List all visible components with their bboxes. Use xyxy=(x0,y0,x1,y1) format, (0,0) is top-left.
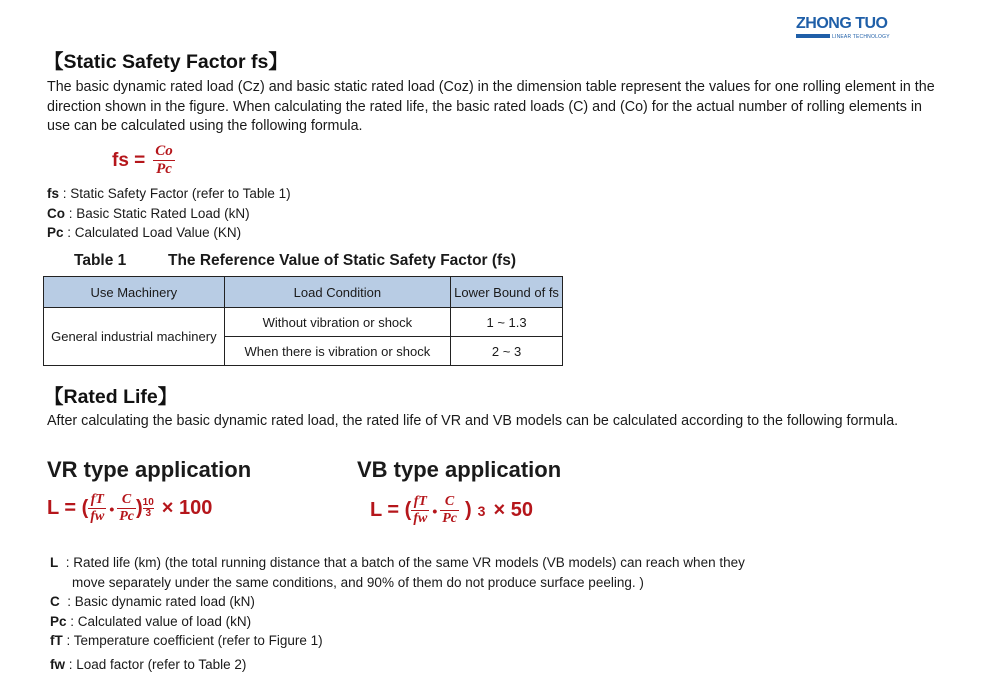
rated-life-heading: 【Rated Life】 xyxy=(44,386,178,408)
definition-c: C : Basic dynamic rated load (kN) xyxy=(50,594,255,609)
definition-fw: fw : Load factor (refer to Table 2) xyxy=(50,656,247,672)
fs-formula xyxy=(112,143,175,178)
definition-l-cont: move separately under the same conditions, and 90% of them do not produce surface peeling. ) xyxy=(72,574,644,590)
fs-fraction xyxy=(153,143,175,178)
definition-pc: Pc : Calculated Load Value (KN) xyxy=(47,225,242,240)
definition-fs: fs : Static Safety Factor (refer to Table 1) xyxy=(47,186,291,201)
header-use-machinery: Use Machinery xyxy=(44,277,225,308)
table-title: The Reference Value of Static Safety Factor (fs) xyxy=(168,252,516,269)
vr-ft-fw-fraction: $\frac{fT}{fw}$ xyxy=(90,492,105,524)
table-row xyxy=(44,308,563,337)
vb-type-title: VB type application xyxy=(357,457,562,482)
vb-lhs: L = ( xyxy=(370,499,412,521)
vr-type-title: VR type application xyxy=(47,457,252,482)
definition-l: L : Rated life (km) (the total running distance that a batch of the same VR models (VB models) can reach when they xyxy=(50,555,745,570)
cell-value: 1 ~ 1.3 xyxy=(451,308,563,337)
fs-numerator: Co xyxy=(155,143,173,159)
vr-c-pc-fraction: $\frac{C}{Pc}$ xyxy=(119,492,134,524)
static-definitions xyxy=(47,184,291,243)
definition-pc: Pc : Calculated value of load (kN) xyxy=(50,613,252,629)
logo-tagline: LINEAR TECHNOLOGY xyxy=(832,34,890,40)
vb-formula: L = ( $\frac{fT}{fw}$ • $\frac{C}{Pc}$ ) 3 × 50 xyxy=(370,494,533,526)
vb-tail: × 50 xyxy=(493,499,533,521)
header-lower-bound: Lower Bound of fs xyxy=(451,277,563,308)
table-header-row xyxy=(44,277,563,308)
safety-factor-table xyxy=(43,276,563,366)
static-safety-intro: The basic dynamic rated load (Cz) and basic static rated load (Coz) in the dimension table represent the values for one rolling element in the direction shown in the figure. When calculating the rated life, the basic rated loads (C) and (Co) for the actual number of rolling elements in use can be calculated using the following formula. xyxy=(47,79,935,134)
static-safety-heading: 【Static Safety Factor fs】 xyxy=(44,51,288,73)
rated-definitions xyxy=(50,553,745,674)
cell-condition: When there is vibration or shock xyxy=(224,337,450,366)
cell-value: 2 ~ 3 xyxy=(451,337,563,366)
vb-ft-fw-fraction: $\frac{fT}{fw}$ xyxy=(413,494,428,526)
vr-exponent: $\frac{10}{3}$ xyxy=(142,497,154,519)
rated-life-intro: After calculating the basic dynamic rated load, the rated life of VR and VB models can be calculated according to the following formula. xyxy=(47,413,899,429)
fs-formula-lhs: fs = xyxy=(112,149,146,171)
vb-c-pc-fraction: $\frac{C}{Pc}$ xyxy=(442,494,457,526)
table-label: Table 1 xyxy=(74,252,127,269)
header-load-condition: Load Condition xyxy=(224,277,450,308)
vr-tail: × 100 xyxy=(161,497,213,519)
vr-formula: L = ( $\frac{fT}{fw}$ • $\frac{C}{Pc}$ ) $\frac{10}{3}$ × 100 xyxy=(47,492,213,524)
cell-condition: Without vibration or shock xyxy=(224,308,450,337)
cell-machinery: General industrial machinery xyxy=(44,308,225,366)
vb-exponent: 3 xyxy=(477,502,486,519)
logo-wordmark: ZHONG TUO xyxy=(796,15,888,32)
definition-co: Co : Basic Static Rated Load (kN) xyxy=(47,205,250,221)
vr-lhs: L = ( xyxy=(47,497,89,519)
fs-denominator: Pc xyxy=(156,161,172,177)
company-logo xyxy=(796,14,890,42)
definition-ft: fT : Temperature coefficient (refer to Figure 1) xyxy=(50,633,323,648)
logo-bar xyxy=(796,34,830,38)
